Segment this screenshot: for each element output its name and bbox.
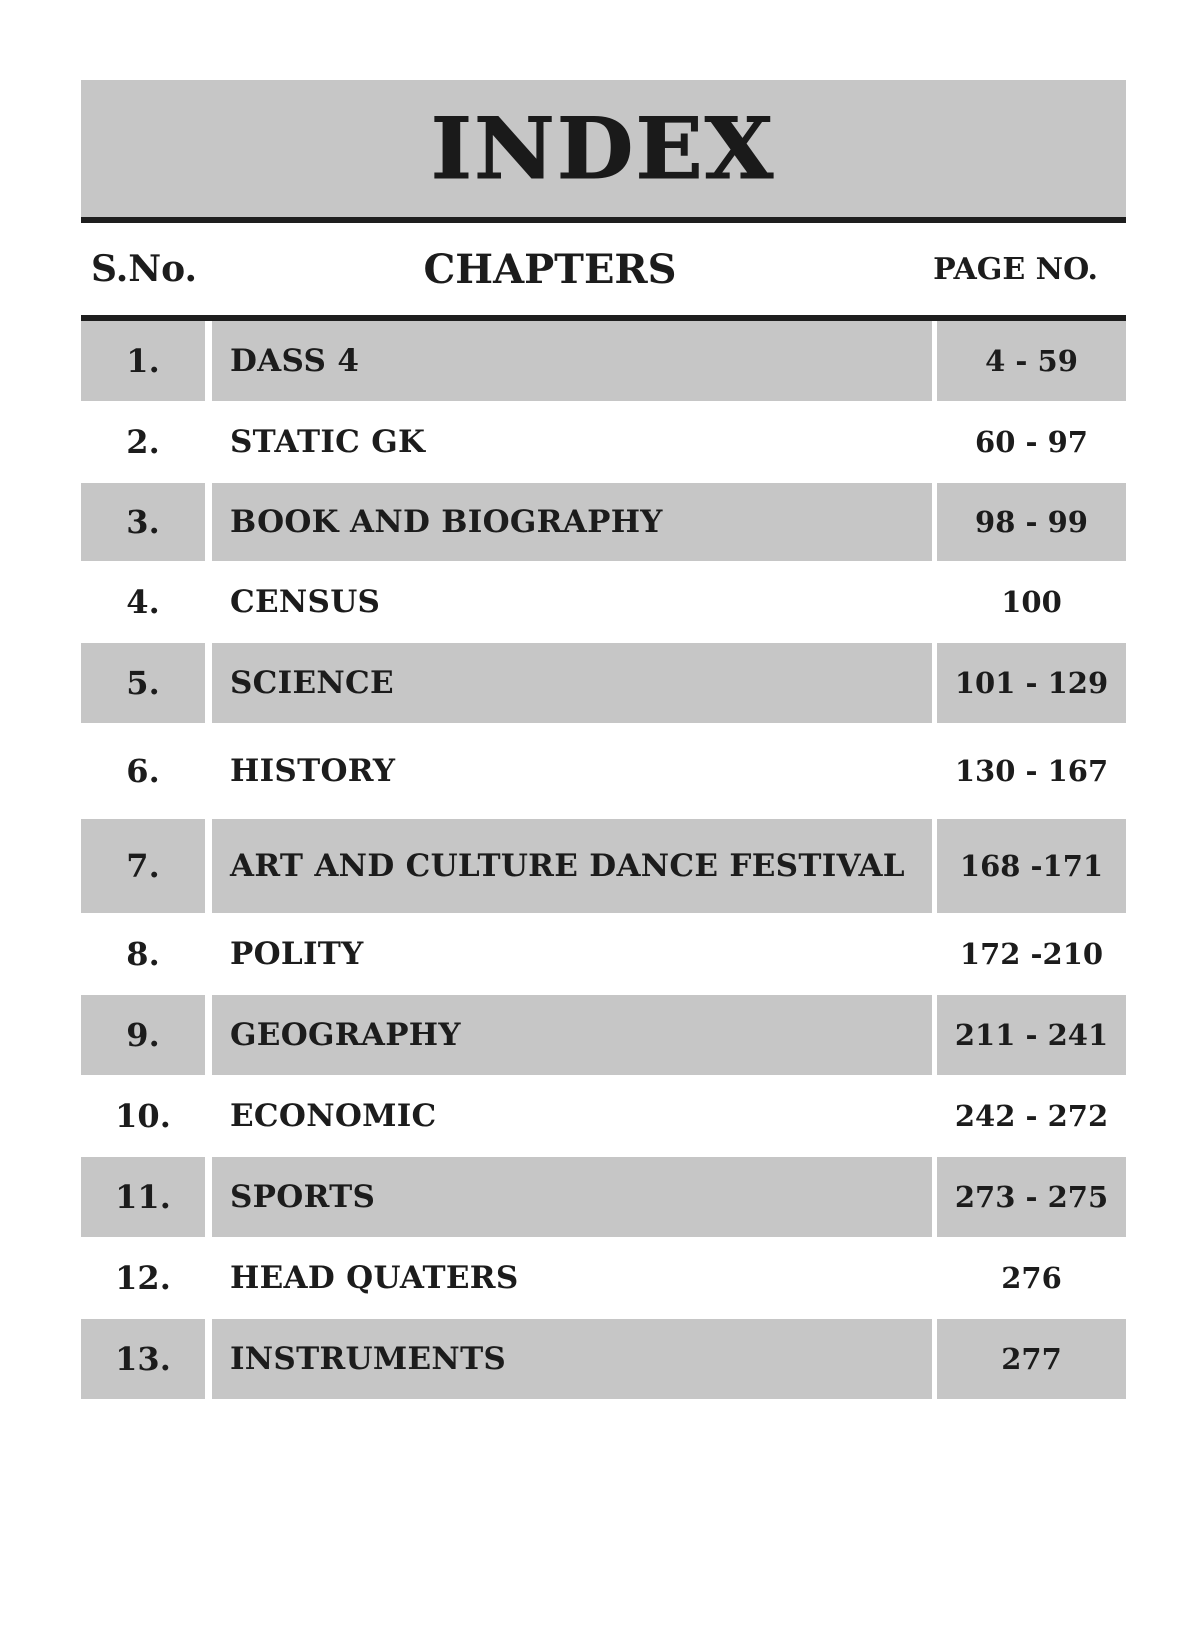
row-sno: 7. <box>81 819 205 913</box>
row-page-range: 130 - 167 <box>954 754 1109 788</box>
row-chapter: INSTRUMENTS <box>212 1319 932 1399</box>
row-chapter: GEOGRAPHY <box>212 995 932 1075</box>
row-chapter: HISTORY <box>230 753 396 789</box>
row-page-range: 100 <box>1001 585 1062 619</box>
table-header <box>81 223 1126 315</box>
row-page-range: 276 <box>1001 1261 1062 1295</box>
row-sno: 1. <box>81 321 205 401</box>
row-sno: 10. <box>115 1097 171 1135</box>
table-row <box>81 1319 1126 1399</box>
table-row <box>81 819 1126 913</box>
table-row <box>81 561 1126 643</box>
row-chapter: CENSUS <box>230 584 381 620</box>
row-page-range: 4 - 59 <box>937 321 1126 401</box>
title-band <box>81 80 1126 217</box>
row-page-range: 101 - 129 <box>937 643 1126 723</box>
row-sno: 9. <box>81 995 205 1075</box>
row-sno: 6. <box>126 752 160 790</box>
index-table-body <box>81 321 1126 1399</box>
row-chapter: SCIENCE <box>212 643 932 723</box>
table-row <box>81 1157 1126 1237</box>
row-page-range: 277 <box>937 1319 1126 1399</box>
row-sno: 11. <box>81 1157 205 1237</box>
row-chapter: ECONOMIC <box>230 1098 437 1134</box>
row-sno: 13. <box>81 1319 205 1399</box>
table-row <box>81 913 1126 995</box>
row-chapter: POLITY <box>230 936 364 972</box>
table-row <box>81 321 1126 401</box>
row-page-range: 242 - 272 <box>954 1099 1109 1133</box>
table-row <box>81 1237 1126 1319</box>
header-chapters: CHAPTERS <box>423 245 677 293</box>
row-page-range: 273 - 275 <box>937 1157 1126 1237</box>
row-chapter: ART AND CULTURE DANCE FESTIVAL <box>212 819 932 913</box>
index-page <box>81 80 1126 1399</box>
table-row <box>81 723 1126 819</box>
row-chapter: BOOK AND BIOGRAPHY <box>212 483 932 561</box>
row-sno: 4. <box>126 583 160 621</box>
row-sno: 5. <box>81 643 205 723</box>
table-row <box>81 995 1126 1075</box>
table-row <box>81 1075 1126 1157</box>
table-row <box>81 401 1126 483</box>
row-page-range: 172 -210 <box>959 937 1104 971</box>
row-sno: 8. <box>126 935 160 973</box>
row-sno: 3. <box>81 483 205 561</box>
row-sno: 2. <box>126 423 160 461</box>
row-chapter: DASS 4 <box>212 321 932 401</box>
row-sno: 12. <box>115 1259 171 1297</box>
table-row <box>81 643 1126 723</box>
page-title: INDEX <box>431 99 776 198</box>
row-chapter: HEAD QUATERS <box>230 1260 519 1296</box>
row-page-range: 98 - 99 <box>937 483 1126 561</box>
header-sno: S.No. <box>91 248 198 290</box>
row-chapter: SPORTS <box>212 1157 932 1237</box>
row-chapter: STATIC GK <box>230 424 426 460</box>
row-page-range: 211 - 241 <box>937 995 1126 1075</box>
row-page-range: 168 -171 <box>937 819 1126 913</box>
header-page-no: PAGE NO. <box>933 251 1098 287</box>
row-page-range: 60 - 97 <box>975 425 1088 459</box>
table-row <box>81 483 1126 561</box>
